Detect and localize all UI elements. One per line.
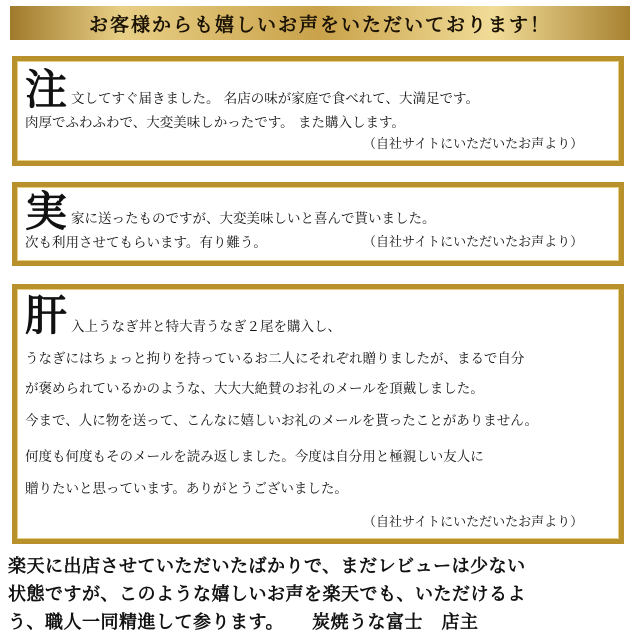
review-text-line: 入上うなぎ丼と特大青うなぎ２尾を購入し、	[71, 319, 341, 335]
review-text-line: 肉厚でふわふわで、大変美味しかったです。 また購入します。	[25, 115, 405, 131]
footer-line: 楽天に出店させていただいたばかりで、まだレビューは少ない	[8, 556, 526, 577]
review-source: （自社サイトにいただいたお声より）	[363, 235, 584, 250]
review-text-line: うなぎにはちょっと拘りを持っているお二人にそれぞれ贈りましたが、まるで自分	[25, 351, 525, 367]
review-text-line: 今まで、人に物を送って、こんなに嬉しいお礼のメールを貰ったことがありません。	[25, 413, 538, 429]
footer-line: 状態ですが、このような嬉しいお声を楽天でも、いただけるよ	[8, 584, 526, 605]
review-card-1	[12, 56, 624, 166]
review-text-line: 何度も何度もそのメールを読み返しました。今度は自分用と極親しい友人に	[25, 449, 484, 465]
review-initial: 肝	[25, 291, 68, 340]
review-source: （自社サイトにいただいたお声より）	[363, 137, 584, 152]
footer-signature-line: う、職人一同精進して参ります。 炭焼うな富士 店主	[8, 612, 479, 633]
review-text-line: 贈りたいと思っています。ありがとうございました。	[25, 481, 348, 497]
review-card-3	[12, 284, 624, 544]
review-initial: 実	[25, 187, 68, 236]
header-banner	[10, 6, 630, 40]
review-text-line: 文してすぐ届きました。 名店の味が家庭で食べれて、大満足です。	[71, 91, 479, 107]
review-text-line: 家に送ったものですが、大変美味しいと喜んで貰いました。	[71, 211, 436, 227]
review-card-2	[12, 182, 624, 266]
review-text-line: 次も利用させてもらいます。有り難う。	[25, 235, 267, 251]
review-text-line: が褒められているかのような、大大大絶賛のお礼のメールを頂戴しました。	[25, 381, 484, 397]
review-source: （自社サイトにいただいたお声より）	[363, 515, 584, 530]
banner-title: お客様からも嬉しいお声をいただいております！	[88, 13, 551, 36]
review-initial: 注	[25, 65, 68, 114]
